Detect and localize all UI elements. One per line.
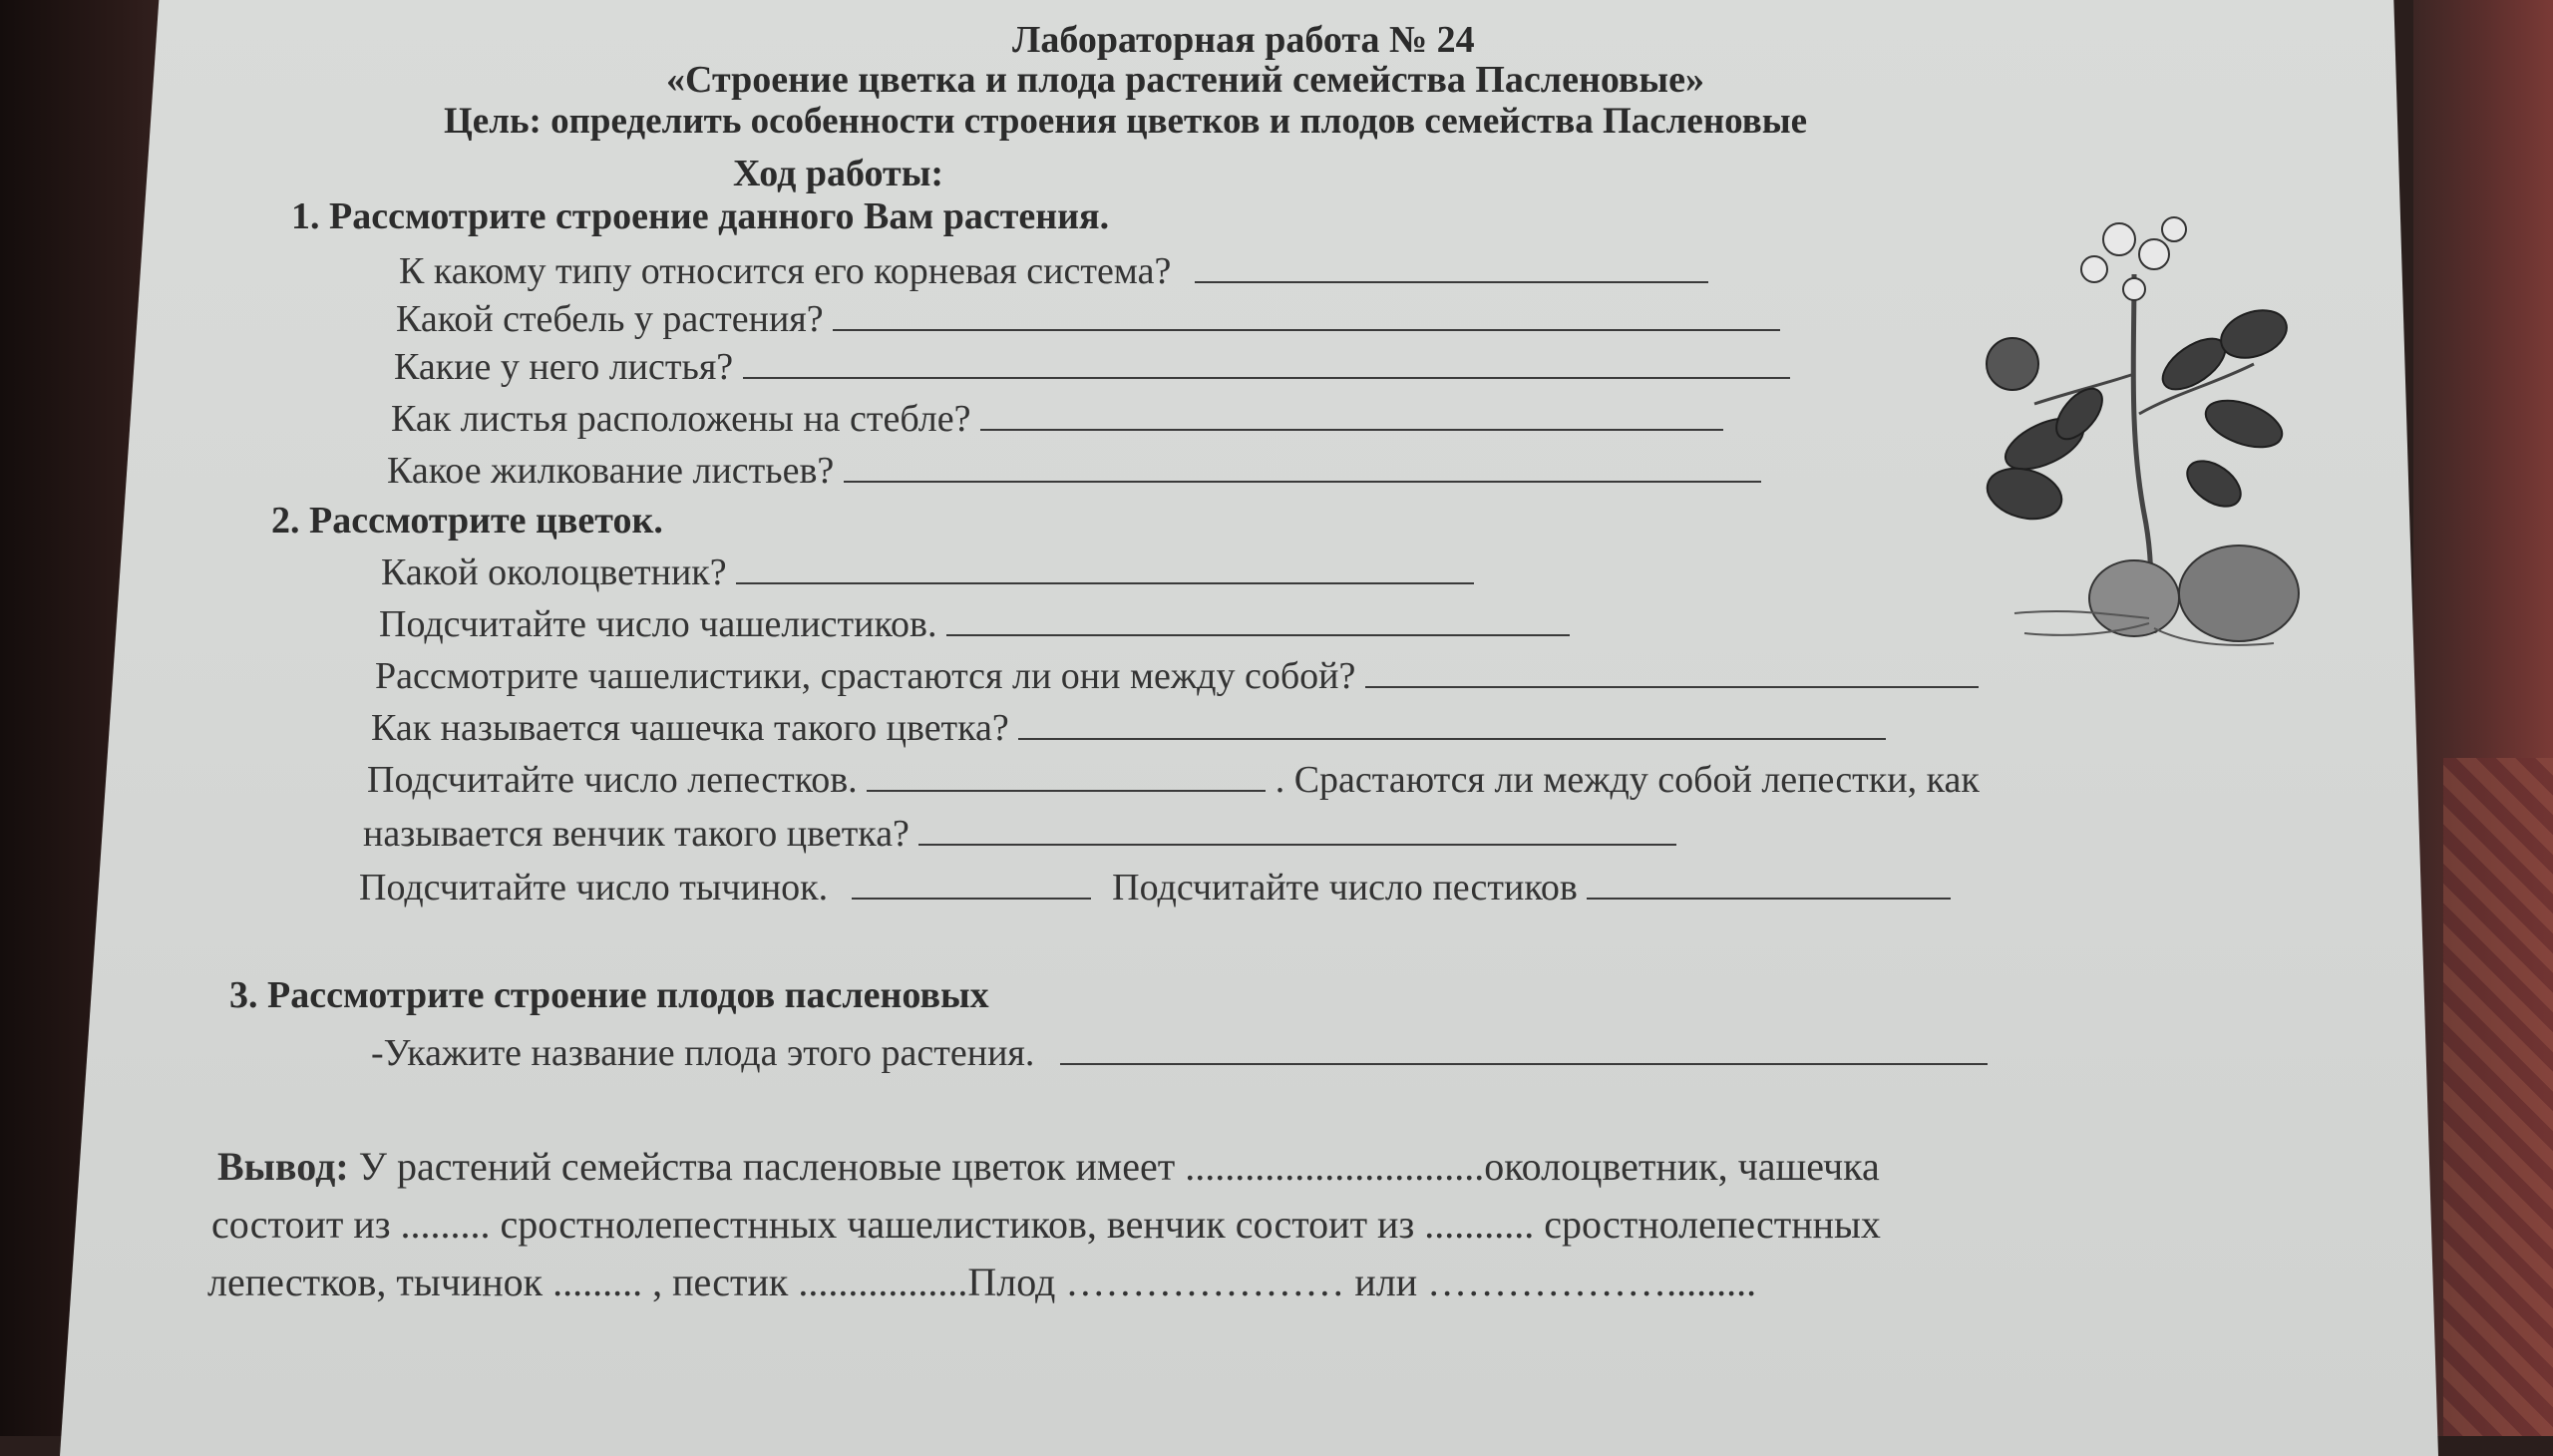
question-label: Как листья расположены на стебле?: [391, 398, 971, 440]
question-label: Какие у него листья?: [394, 346, 734, 388]
tablecloth-pattern: [2443, 758, 2553, 1436]
question-label-continued: . Срастаются ли между собой лепестки, как: [1275, 759, 1980, 801]
answer-line[interactable]: [1587, 870, 1951, 900]
question-fruit-name: [371, 1031, 1988, 1075]
question-leaf-arrangement: [391, 397, 1723, 441]
question-corolla-name: [363, 812, 1676, 856]
question-label: -Укажите название плода этого растения.: [371, 1032, 1035, 1074]
question-label: называется венчик такого цветка?: [363, 813, 910, 855]
section1-heading: 1. Рассмотрите строение данного Вам растения.: [291, 195, 1110, 237]
question-label: Подсчитайте число пестиков: [1112, 867, 1578, 909]
answer-line[interactable]: [1060, 1035, 1988, 1065]
conclusion-text: У растений семейства пасленовые цветок имеет ..............................околоцветник, чашечка: [358, 1144, 1880, 1189]
answer-line[interactable]: [852, 870, 1091, 900]
conclusion-line-3: лепестков, тычинок ......... , пестик .................Плод ………………… или ……………….........: [207, 1260, 1757, 1304]
answer-line[interactable]: [980, 401, 1723, 431]
worksheet-goal: Цель: определить особенности строения цветков и плодов семейства Пасленовые: [444, 101, 1808, 142]
question-label: Какой стебель у растения?: [396, 298, 824, 340]
section3-heading: 3. Рассмотрите строение плодов пасленовых: [229, 974, 989, 1016]
question-label: Подсчитайте число лепестков.: [367, 759, 858, 801]
question-label: Рассмотрите чашелистики, срастаются ли они между собой?: [375, 655, 1356, 697]
question-label: К какому типу относится его корневая система?: [399, 250, 1172, 292]
answer-line[interactable]: [867, 762, 1266, 792]
answer-line[interactable]: [833, 301, 1780, 331]
question-sepal-fusion: [375, 654, 1979, 698]
question-label: Какой околоцветник?: [381, 551, 727, 593]
worksheet-title: Лабораторная работа № 24: [1012, 19, 1475, 61]
question-sepal-count: [379, 602, 1570, 646]
answer-line[interactable]: [1365, 658, 1979, 688]
question-stem: [396, 297, 1780, 341]
potato-plant-illustration: [1985, 214, 2314, 653]
question-label: Как называется чашечка такого цветка?: [371, 707, 1009, 749]
answer-line[interactable]: [1195, 253, 1708, 283]
worksheet-subtitle: «Строение цветка и плода растений семейства Пасленовые»: [666, 59, 1704, 101]
question-calyx-name: [371, 706, 1886, 750]
worksheet-progress-heading: Ход работы:: [733, 153, 944, 194]
section2-heading: 2. Рассмотрите цветок.: [271, 500, 663, 542]
question-label: Подсчитайте число чашелистиков.: [379, 603, 937, 645]
answer-line[interactable]: [743, 349, 1790, 379]
question-perianth: [381, 550, 1474, 594]
answer-line[interactable]: [1018, 710, 1886, 740]
conclusion-line-1: [217, 1143, 1880, 1190]
answer-line[interactable]: [946, 606, 1570, 636]
conclusion-line-2: состоит из ......... сростнолепестнных чашелистиков, венчик состоит из ........... сростнолепестнных: [211, 1202, 1881, 1247]
question-venation: [387, 449, 1761, 493]
answer-line[interactable]: [844, 453, 1761, 483]
question-label: Подсчитайте число тычинок.: [359, 867, 829, 909]
question-label: Какое жилкование листьев?: [387, 450, 835, 492]
question-petal-count: [367, 758, 1980, 802]
question-root-system: [399, 249, 1708, 293]
question-stamens-pistils: [359, 866, 1951, 910]
question-leaves: [394, 345, 1790, 389]
conclusion-label: Вывод:: [217, 1144, 349, 1189]
answer-line[interactable]: [736, 554, 1474, 584]
answer-line[interactable]: [918, 816, 1676, 846]
